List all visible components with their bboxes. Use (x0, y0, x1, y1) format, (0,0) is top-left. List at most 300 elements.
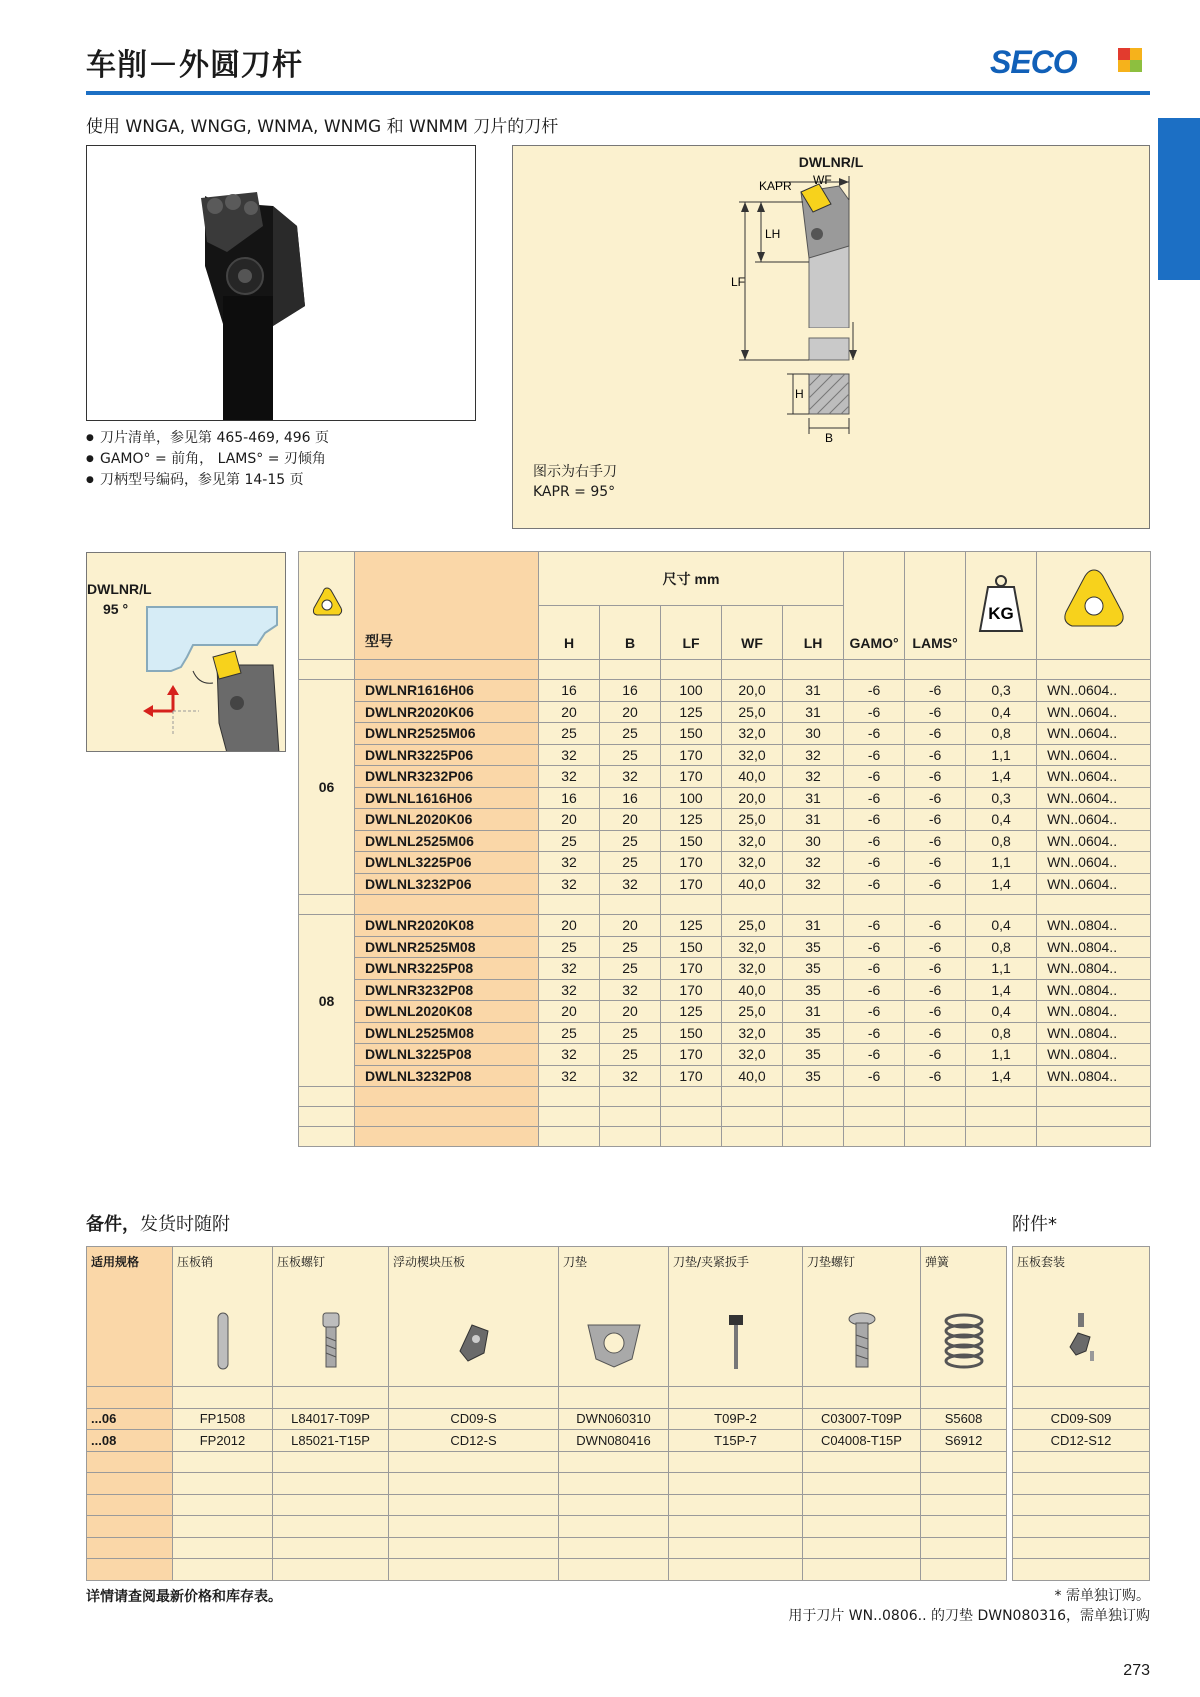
empty-cell (844, 1127, 905, 1147)
value-cell: -6 (905, 701, 966, 723)
spare-part-cell (803, 1494, 921, 1516)
model-code: DWLNL3232P08 (355, 1065, 539, 1087)
empty-cell (966, 895, 1037, 915)
empty-cell (299, 1087, 355, 1107)
spare-part-cell (273, 1516, 389, 1538)
value-cell: 32 (539, 1065, 600, 1087)
empty-cell (299, 1127, 355, 1147)
value-cell: -6 (905, 1022, 966, 1044)
spare-part-cell (669, 1516, 803, 1538)
empty-cell (1037, 1087, 1151, 1107)
insert-code: WN..0604.. (1037, 809, 1151, 831)
h-label: H (795, 387, 804, 401)
value-cell: -6 (905, 809, 966, 831)
empty-cell (783, 660, 844, 680)
spare-part-cell: T09P-2 (669, 1408, 803, 1430)
spare-part-cell (173, 1537, 273, 1559)
model-code: DWLNR3232P06 (355, 766, 539, 788)
workpiece-tool-icon (87, 553, 286, 752)
value-cell: 31 (783, 915, 844, 937)
value-cell: -6 (905, 936, 966, 958)
value-cell: -6 (905, 979, 966, 1001)
footer-remark-order: * 需单独订购。 (1054, 1588, 1150, 1604)
approach-angle-diagram (86, 552, 286, 752)
value-cell: 25,0 (722, 809, 783, 831)
model-code: DWLNL3225P08 (355, 1044, 539, 1066)
spring-icon (942, 1311, 986, 1371)
value-cell: 16 (539, 680, 600, 702)
model-code: DWLNL2525M06 (355, 830, 539, 852)
caption-hand: 图示为右手刀 (533, 464, 617, 480)
empty-cell (539, 895, 600, 915)
value-cell: -6 (844, 1044, 905, 1066)
value-cell: 32,0 (722, 830, 783, 852)
spare-part-cell (921, 1494, 1007, 1516)
table-row (299, 1044, 1151, 1066)
value-cell: 25,0 (722, 701, 783, 723)
value-cell: 0,8 (966, 936, 1037, 958)
empty-cell (905, 1107, 966, 1127)
spare-part-cell (921, 1537, 1007, 1559)
spares-size-cell (87, 1451, 173, 1473)
model-code: DWLNL2020K08 (355, 1001, 539, 1023)
spare-part-cell (389, 1537, 559, 1559)
value-cell: -6 (844, 936, 905, 958)
spare-part-cell (559, 1516, 669, 1538)
spare-part-cell (273, 1387, 389, 1409)
lf-label: LF (731, 275, 746, 289)
value-cell: -6 (844, 852, 905, 874)
toolholder-drawing-icon (513, 146, 1151, 446)
table-row (299, 680, 1151, 702)
small-diagram-title: DWLNR/L (87, 581, 152, 597)
model-code: DWLNR1616H06 (355, 680, 539, 702)
header-rule (86, 91, 1150, 95)
empty-cell (844, 1087, 905, 1107)
spare-part-cell (389, 1494, 559, 1516)
spare-part-cell (921, 1473, 1007, 1495)
accessory-row (1013, 1430, 1150, 1452)
empty-cell (661, 660, 722, 680)
spare-part-cell (559, 1451, 669, 1473)
accessory-cell (1013, 1537, 1150, 1559)
value-cell: 30 (783, 723, 844, 745)
spare-part-cell (669, 1559, 803, 1581)
value-cell: -6 (905, 787, 966, 809)
insert-code: WN..0804.. (1037, 958, 1151, 980)
spares-row (87, 1537, 1007, 1559)
spare-part-cell: S5608 (921, 1408, 1007, 1430)
footer-remarks (788, 1586, 1150, 1626)
value-cell: 25 (600, 852, 661, 874)
value-cell: 32,0 (722, 1022, 783, 1044)
toolholder-table-body (299, 660, 1151, 1147)
shim-icon (582, 1319, 646, 1369)
value-cell: 1,4 (966, 979, 1037, 1001)
dimensions-header: 尺寸 mm (539, 552, 844, 606)
empty-cell (299, 660, 355, 680)
value-cell: 20 (600, 701, 661, 723)
value-cell: 31 (783, 680, 844, 702)
approach-angle-value: 95 ° (103, 601, 129, 617)
accessory-row (1013, 1494, 1150, 1516)
spare-part-cell: L85021-T15P (273, 1430, 389, 1452)
value-cell: -6 (905, 873, 966, 895)
empty-cell (299, 1107, 355, 1127)
table-row (299, 915, 1151, 937)
value-cell: 25,0 (722, 1001, 783, 1023)
spacer-row (299, 895, 1151, 915)
note-item: ● GAMO° = 前角， LAMS° = 刃倾角 (86, 449, 329, 470)
spares-title-rest: 发货时随附 (140, 1214, 230, 1235)
spare-part-cell (803, 1473, 921, 1495)
spare-part-cell (669, 1494, 803, 1516)
spares-size-cell (87, 1537, 173, 1559)
empty-cell (722, 895, 783, 915)
value-cell: 125 (661, 915, 722, 937)
empty-cell (722, 660, 783, 680)
empty-cell (355, 660, 539, 680)
value-cell: -6 (844, 723, 905, 745)
spare-part-cell (669, 1451, 803, 1473)
value-cell: 35 (783, 1022, 844, 1044)
value-cell: 32 (539, 958, 600, 980)
spare-part-cell: T15P-7 (669, 1430, 803, 1452)
value-cell: 32,0 (722, 852, 783, 874)
value-cell: 1,1 (966, 744, 1037, 766)
empty-cell (1037, 660, 1151, 680)
value-cell: 170 (661, 873, 722, 895)
empty-cell (722, 1127, 783, 1147)
value-cell: 40,0 (722, 873, 783, 895)
insert-size-cell: 08 (299, 915, 355, 1087)
model-code: DWLNL1616H06 (355, 787, 539, 809)
note-item: ● 刀片清单，参见第 465-469, 496 页 (86, 428, 329, 449)
kapr-label: KAPR (759, 179, 792, 193)
empty-cell (600, 895, 661, 915)
value-cell: 150 (661, 1022, 722, 1044)
model-code: DWLNR2020K08 (355, 915, 539, 937)
insert-code: WN..0604.. (1037, 744, 1151, 766)
value-cell: -6 (844, 766, 905, 788)
table-row (299, 936, 1151, 958)
accessory-row (1013, 1473, 1150, 1495)
spares-size-cell (87, 1473, 173, 1495)
value-cell: -6 (844, 744, 905, 766)
accessory-row (1013, 1516, 1150, 1538)
empty-cell (905, 1087, 966, 1107)
spare-part-cell (173, 1473, 273, 1495)
clamp-pin-header: 压板销 (173, 1247, 273, 1387)
value-cell: -6 (844, 1065, 905, 1087)
clamp-set-header: 压板套装 (1013, 1247, 1150, 1387)
value-cell: 150 (661, 936, 722, 958)
wedge-clamp-header: 浮动楔块压板 (389, 1247, 559, 1387)
wf-header: WF (722, 606, 783, 660)
value-cell: 25,0 (722, 915, 783, 937)
spares-row (87, 1451, 1007, 1473)
table-row (299, 766, 1151, 788)
value-cell: -6 (905, 1044, 966, 1066)
value-cell: -6 (905, 1001, 966, 1023)
value-cell: 40,0 (722, 766, 783, 788)
value-cell: 25 (539, 936, 600, 958)
accessories-table-body (1013, 1247, 1150, 1581)
value-cell: 1,4 (966, 1065, 1037, 1087)
accessory-row (1013, 1537, 1150, 1559)
value-cell: 32 (539, 979, 600, 1001)
value-cell: -6 (844, 680, 905, 702)
empty-cell (539, 1087, 600, 1107)
value-cell: -6 (844, 979, 905, 1001)
table-row (299, 1001, 1151, 1023)
value-cell: 20,0 (722, 787, 783, 809)
spare-part-cell: FP1508 (173, 1408, 273, 1430)
value-cell: -6 (905, 830, 966, 852)
empty-cell (1037, 1127, 1151, 1147)
value-cell: 0,8 (966, 1022, 1037, 1044)
value-cell: 31 (783, 1001, 844, 1023)
trigon-insert-icon (307, 584, 347, 624)
value-cell: 170 (661, 958, 722, 980)
value-cell: 35 (783, 1065, 844, 1087)
model-code: DWLNR3225P06 (355, 744, 539, 766)
value-cell: -6 (844, 830, 905, 852)
value-cell: 0,8 (966, 830, 1037, 852)
empty-cell (844, 1107, 905, 1127)
table-row (299, 979, 1151, 1001)
value-cell: 35 (783, 979, 844, 1001)
value-cell: 32 (539, 852, 600, 874)
filler-row (299, 1127, 1151, 1147)
spare-part-cell: FP2012 (173, 1430, 273, 1452)
accessories-title: 附件* (1012, 1214, 1057, 1235)
spare-part-cell (559, 1537, 669, 1559)
empty-cell (1037, 895, 1151, 915)
value-cell: -6 (905, 958, 966, 980)
spare-part-cell (559, 1473, 669, 1495)
accessory-cell (1013, 1387, 1150, 1409)
weight-icon (976, 569, 1026, 639)
value-cell: -6 (844, 915, 905, 937)
lh-label: LH (765, 227, 781, 241)
table-row (299, 723, 1151, 745)
diagram-title: DWLNR/L (798, 154, 864, 170)
empty-cell (783, 1087, 844, 1107)
empty-cell (661, 1127, 722, 1147)
value-cell: 32 (783, 852, 844, 874)
value-cell: 1,1 (966, 852, 1037, 874)
lf-header: LF (661, 606, 722, 660)
value-cell: 25 (600, 1022, 661, 1044)
insert-code: WN..0804.. (1037, 936, 1151, 958)
value-cell: -6 (844, 809, 905, 831)
value-cell: 0,4 (966, 915, 1037, 937)
spare-part-cell (389, 1387, 559, 1409)
empty-cell (966, 1107, 1037, 1127)
insert-code: WN..0604.. (1037, 680, 1151, 702)
spare-part-cell (921, 1559, 1007, 1581)
value-cell: 25 (600, 958, 661, 980)
value-cell: 0,4 (966, 701, 1037, 723)
value-cell: 31 (783, 787, 844, 809)
spares-size-cell: ...06 (87, 1408, 173, 1430)
value-cell: 20 (600, 1001, 661, 1023)
spare-part-cell (803, 1537, 921, 1559)
value-cell: 0,3 (966, 787, 1037, 809)
clamp-pin-icon (213, 1311, 233, 1371)
spares-table (86, 1246, 1007, 1581)
value-cell: 25 (539, 1022, 600, 1044)
spare-part-cell (389, 1516, 559, 1538)
footer-note: 详情请查阅最新价格和库存表。 (86, 1589, 282, 1605)
accessory-cell (1013, 1494, 1150, 1516)
value-cell: 32 (600, 1065, 661, 1087)
model-code: DWLNL2020K06 (355, 809, 539, 831)
empty-cell (539, 1127, 600, 1147)
empty-cell (661, 895, 722, 915)
b-header: B (600, 606, 661, 660)
model-code: DWLNR2020K06 (355, 701, 539, 723)
spare-part-cell (559, 1387, 669, 1409)
spare-part-cell (389, 1473, 559, 1495)
value-cell: 20 (539, 1001, 600, 1023)
spares-row (87, 1408, 1007, 1430)
insert-code: WN..0604.. (1037, 723, 1151, 745)
spares-size-cell: ...08 (87, 1430, 173, 1452)
spare-part-cell (559, 1494, 669, 1516)
value-cell: 1,1 (966, 958, 1037, 980)
value-cell: 25 (539, 723, 600, 745)
spares-row (87, 1516, 1007, 1538)
value-cell: 20 (600, 809, 661, 831)
value-cell: 25 (600, 744, 661, 766)
weight-unit: KG (988, 604, 1014, 623)
table-row (299, 744, 1151, 766)
page-subtitle: 使用 WNGA, WNGG, WNMA, WNMG 和 WNMM 刀片的刀杆 (86, 117, 559, 137)
diagram-caption (533, 462, 617, 502)
spares-size-cell (87, 1559, 173, 1581)
model-code: DWLNL3225P06 (355, 852, 539, 874)
spare-part-cell (273, 1494, 389, 1516)
spare-part-cell (669, 1387, 803, 1409)
table-row (299, 1022, 1151, 1044)
empty-cell (600, 660, 661, 680)
value-cell: -6 (905, 680, 966, 702)
footer-remark-shim: 用于刀片 WN..0806.. 的刀垫 DWN080316，需单独订购 (788, 1608, 1150, 1624)
accessory-cell (1013, 1516, 1150, 1538)
spares-size-cell (87, 1387, 173, 1409)
wrench-icon (726, 1311, 746, 1371)
value-cell: 1,4 (966, 873, 1037, 895)
value-cell: 0,8 (966, 723, 1037, 745)
spares-title-bold: 备件， (86, 1214, 140, 1235)
value-cell: -6 (905, 915, 966, 937)
spares-size-cell (87, 1494, 173, 1516)
value-cell: 170 (661, 766, 722, 788)
insert-size-cell: 06 (299, 680, 355, 895)
spare-part-cell (669, 1473, 803, 1495)
value-cell: 1,4 (966, 766, 1037, 788)
h-header: H (539, 606, 600, 660)
spare-part-cell (173, 1494, 273, 1516)
empty-cell (783, 1107, 844, 1127)
value-cell: -6 (905, 744, 966, 766)
value-cell: 0,4 (966, 1001, 1037, 1023)
value-cell: 32 (539, 744, 600, 766)
empty-cell (966, 1087, 1037, 1107)
value-cell: 30 (783, 830, 844, 852)
spare-part-cell: DWN080416 (559, 1430, 669, 1452)
spare-part-cell (389, 1451, 559, 1473)
empty-cell (661, 1107, 722, 1127)
spare-part-cell: DWN060310 (559, 1408, 669, 1430)
value-cell: 170 (661, 1065, 722, 1087)
clamp-screw-header: 压板螺钉 (273, 1247, 389, 1387)
section-side-tab (1158, 118, 1200, 280)
insert-size-icon-cell (299, 552, 355, 660)
value-cell: 35 (783, 1044, 844, 1066)
value-cell: 20,0 (722, 680, 783, 702)
spare-part-cell: CD09-S (389, 1408, 559, 1430)
value-cell: -6 (905, 852, 966, 874)
empty-cell (355, 895, 539, 915)
model-header: 型号 (355, 552, 539, 660)
value-cell: 25 (600, 1044, 661, 1066)
value-cell: 1,1 (966, 1044, 1037, 1066)
insert-code: WN..0804.. (1037, 1065, 1151, 1087)
page-title: 车削－外圆刀杆 (86, 48, 303, 83)
empty-cell (966, 660, 1037, 680)
insert-code: WN..0804.. (1037, 1001, 1151, 1023)
model-code: DWLNR3225P08 (355, 958, 539, 980)
value-cell: 25 (600, 723, 661, 745)
spare-part-cell (803, 1387, 921, 1409)
model-code: DWLNR2525M08 (355, 936, 539, 958)
value-cell: 32 (783, 744, 844, 766)
spacer-row (299, 660, 1151, 680)
spare-part-cell (273, 1559, 389, 1581)
spare-part-cell: S6912 (921, 1430, 1007, 1452)
value-cell: -6 (844, 701, 905, 723)
value-cell: -6 (905, 723, 966, 745)
value-cell: 25 (600, 830, 661, 852)
filler-row (299, 1107, 1151, 1127)
value-cell: -6 (844, 1022, 905, 1044)
clamp-screw-icon (319, 1311, 343, 1371)
spares-row (87, 1559, 1007, 1581)
clamp-set-icon (1066, 1311, 1096, 1367)
caption-kapr: KAPR = 95° (533, 484, 616, 500)
value-cell: 125 (661, 701, 722, 723)
insert-code: WN..0804.. (1037, 915, 1151, 937)
insert-code: WN..0604.. (1037, 873, 1151, 895)
spring-header: 弹簧 (921, 1247, 1007, 1387)
spare-part-cell: CD12-S (389, 1430, 559, 1452)
value-cell: -6 (905, 1065, 966, 1087)
table-row (299, 809, 1151, 831)
empty-cell (299, 895, 355, 915)
brand-name: SECO (990, 44, 1077, 80)
model-code: DWLNR3232P08 (355, 979, 539, 1001)
shim-screw-icon (847, 1311, 877, 1371)
spare-part-cell (173, 1451, 273, 1473)
spare-part-cell (273, 1537, 389, 1559)
value-cell: 32 (783, 873, 844, 895)
gamo-header: GAMO° (844, 552, 905, 660)
value-cell: 35 (783, 958, 844, 980)
spare-part-cell (921, 1516, 1007, 1538)
